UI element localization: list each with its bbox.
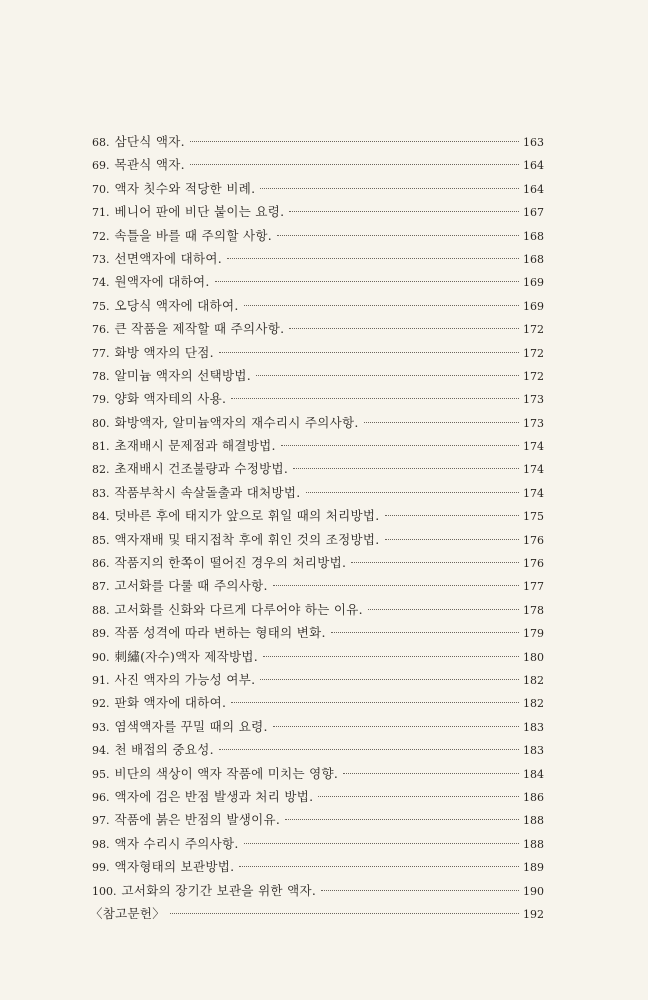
toc-entry-title: 비단의 색상이 액자 작품에 미치는 영향. (114, 765, 339, 781)
toc-entry-page: 176 (523, 557, 544, 571)
toc-entry-number: 100. (92, 884, 117, 898)
toc-entry-title: 사진 액자의 가능성 여부. (114, 671, 256, 687)
toc-entry-page: 168 (523, 252, 544, 266)
toc-entry-number: 75. (92, 299, 110, 313)
dot-leader (231, 398, 519, 399)
toc-entry-page: 164 (523, 159, 544, 173)
toc-entry-title: 액자 수리시 주의사항. (114, 835, 239, 851)
toc-entry (92, 317, 544, 340)
dot-leader (368, 609, 519, 610)
toc-entry (92, 832, 544, 855)
toc-entry-title: 원액자에 대하여. (114, 274, 210, 290)
toc-entry (92, 411, 544, 434)
toc-entry-page: 174 (523, 440, 544, 454)
toc-entry-number: 99. (92, 861, 110, 875)
dot-leader (289, 328, 519, 329)
toc-entry-page: 188 (523, 837, 544, 851)
dot-leader (318, 796, 519, 797)
toc-entry-page: 177 (523, 580, 544, 594)
toc-entry-number: 79. (92, 393, 110, 407)
toc-entry-number: 74. (92, 276, 110, 290)
toc-entry-number: 68. (92, 136, 110, 149)
toc-entry (92, 224, 544, 247)
toc-entry-title: 작품에 붉은 반점의 발생이유. (114, 812, 281, 828)
toc-reference-title: 〈참고문헌〉 (90, 905, 166, 921)
toc-entry-page: 186 (523, 790, 544, 804)
dot-leader (277, 235, 519, 236)
toc-entry (92, 504, 544, 527)
toc-entry-number: 86. (92, 557, 110, 571)
toc-entry-number: 95. (92, 767, 110, 781)
toc-entry-page: 172 (523, 346, 544, 360)
toc-entry (92, 270, 544, 293)
toc-entry (92, 598, 544, 621)
toc-reference-page: 192 (523, 907, 544, 921)
dot-leader (273, 726, 519, 727)
dot-leader (219, 749, 519, 750)
toc-entry-page: 182 (523, 697, 544, 711)
toc-entry (92, 364, 544, 387)
toc-entry-title: 오당식 액자에 대하여. (114, 297, 239, 313)
toc-entry (92, 691, 544, 714)
dot-leader (239, 866, 519, 867)
toc-entry-page: 172 (523, 323, 544, 337)
dot-leader (331, 632, 519, 633)
toc-entry-number: 72. (92, 229, 110, 243)
toc-entry-number: 93. (92, 720, 110, 734)
dot-leader (306, 492, 519, 493)
dot-leader (190, 164, 519, 165)
toc-entry-page: 167 (523, 206, 544, 220)
dot-leader (281, 445, 519, 446)
toc-entry (92, 200, 544, 223)
toc-entry-title: 베니어 판에 비단 붙이는 요령. (114, 204, 285, 220)
toc-entry-page: 182 (523, 673, 544, 687)
toc-entry-number: 88. (92, 603, 110, 617)
toc-entry-page: 173 (523, 393, 544, 407)
toc-entry (92, 855, 544, 878)
toc-entry-page: 189 (523, 861, 544, 875)
dot-leader (219, 352, 519, 353)
toc-entry-page: 169 (523, 276, 544, 290)
dot-leader (364, 422, 519, 423)
toc-entry-title: 삼단식 액자. (114, 134, 185, 149)
toc-entry-page: 164 (523, 182, 544, 196)
toc-entry-number: 84. (92, 510, 110, 524)
toc-entry-number: 80. (92, 416, 110, 430)
toc-entry-title: 판화 액자에 대하여. (114, 695, 227, 711)
toc-entry-title: 알미늄 액자의 선택방법. (114, 367, 252, 383)
dot-leader (351, 562, 519, 563)
toc-entry-page: 183 (523, 744, 544, 758)
toc-entry-page: 175 (523, 510, 544, 524)
toc-entry-title: 刺繡(자수)액자 제작방법. (114, 648, 259, 664)
toc-entry-page: 169 (523, 299, 544, 313)
toc-entry-number: 90. (92, 650, 110, 664)
toc-entry (92, 551, 544, 574)
toc-entry-page: 168 (523, 229, 544, 243)
toc-entry-number: 92. (92, 697, 110, 711)
toc-entry-number: 85. (92, 533, 110, 547)
dot-leader (244, 843, 519, 844)
toc-entry-title: 초재배시 건조불량과 수정방법. (114, 461, 289, 477)
toc-entry-number: 78. (92, 369, 110, 383)
dot-leader (256, 375, 519, 376)
toc-entry-title: 작품 성격에 따라 변하는 형태의 변화. (114, 625, 326, 641)
toc-entry-title: 액자에 검은 반점 발생과 처리 방법. (114, 788, 314, 804)
toc-entry (92, 785, 544, 808)
toc-entry (92, 130, 544, 153)
toc-reference-entry (92, 902, 544, 925)
toc-entry-number: 87. (92, 580, 110, 594)
dot-leader (260, 188, 519, 189)
toc-entry-number: 82. (92, 463, 110, 477)
toc-entry (92, 668, 544, 691)
toc-entry-page: 163 (523, 136, 544, 149)
toc-entry-page: 174 (523, 463, 544, 477)
toc-entry (92, 715, 544, 738)
toc-entry-page: 180 (523, 650, 544, 664)
toc-entry (92, 481, 544, 504)
dot-leader (215, 281, 519, 282)
toc-entry (92, 341, 544, 364)
dot-leader (385, 539, 519, 540)
dot-leader (321, 890, 519, 891)
dot-leader (170, 913, 519, 914)
dot-leader (273, 585, 519, 586)
toc-entry-number: 71. (92, 206, 110, 220)
toc-entry-number: 94. (92, 744, 110, 758)
toc-entry-title: 천 배접의 중요성. (114, 742, 214, 758)
dot-leader (231, 702, 519, 703)
toc-entry-title: 액자형태의 보관방법. (114, 859, 235, 875)
dot-leader (285, 819, 519, 820)
toc-entry-title: 고서화를 다룰 때 주의사항. (114, 578, 268, 594)
toc-entry-number: 81. (92, 440, 110, 454)
dot-leader (289, 211, 519, 212)
toc-entry (92, 457, 544, 480)
toc-entry-title: 화방액자, 알미늄액자의 재수리시 주의사항. (114, 414, 359, 430)
toc-entry (92, 387, 544, 410)
toc-entry-number: 76. (92, 323, 110, 337)
toc-entry-title: 화방 액자의 단점. (114, 344, 214, 360)
dot-leader (227, 258, 519, 259)
toc-entry-number: 70. (92, 182, 110, 196)
toc-entry-page: 173 (523, 416, 544, 430)
toc-entry (92, 762, 544, 785)
toc-entry-number: 96. (92, 790, 110, 804)
toc-entry (92, 434, 544, 457)
toc-entry-page: 183 (523, 720, 544, 734)
toc-entry-title: 초재배시 문제점과 해결방법. (114, 438, 276, 454)
toc-entry-page: 176 (523, 533, 544, 547)
toc-entry (92, 738, 544, 761)
toc-entry-title: 고서화의 장기간 보관을 위한 액자. (121, 882, 317, 898)
dot-leader (263, 656, 519, 657)
toc-entry-number: 77. (92, 346, 110, 360)
toc-entry-number: 98. (92, 837, 110, 851)
toc-entry-number: 91. (92, 673, 110, 687)
toc-entry-page: 184 (523, 767, 544, 781)
toc-entry-page: 178 (523, 603, 544, 617)
toc-entry (92, 574, 544, 597)
toc-entry-number: 89. (92, 627, 110, 641)
toc-entry-title: 덧바른 후에 태지가 앞으로 휘일 때의 처리방법. (114, 508, 380, 524)
toc-entry-title: 큰 작품을 제작할 때 주의사항. (114, 321, 285, 337)
dot-leader (190, 141, 519, 142)
toc-entry-page: 188 (523, 814, 544, 828)
dot-leader (385, 515, 519, 516)
toc-entry (92, 621, 544, 644)
toc-entry-page: 174 (523, 486, 544, 500)
toc-entry-page: 172 (523, 369, 544, 383)
toc-entry-page: 179 (523, 627, 544, 641)
dot-leader (343, 773, 519, 774)
toc-entry-number: 73. (92, 252, 110, 266)
toc-entry-number: 97. (92, 814, 110, 828)
toc-entry-number: 69. (92, 159, 110, 173)
dot-leader (293, 468, 519, 469)
toc-entry-title: 고서화를 신화와 다르게 다루어야 하는 이유. (114, 601, 363, 617)
toc-entry (92, 247, 544, 270)
dot-leader (244, 305, 519, 306)
toc-entry (92, 294, 544, 317)
table-of-contents (92, 130, 544, 925)
toc-entry-title: 작품부착시 속살돌출과 대처방법. (114, 484, 301, 500)
toc-entry (92, 645, 544, 668)
toc-entry-title: 양화 액자테의 사용. (114, 391, 227, 407)
toc-entry (92, 879, 544, 902)
toc-entry (92, 528, 544, 551)
toc-entry-title: 작품지의 한쪽이 떨어진 경우의 처리방법. (114, 555, 347, 571)
toc-entry (92, 808, 544, 831)
toc-entry-title: 염색액자를 꾸밀 때의 요령. (114, 718, 268, 734)
toc-entry-number: 83. (92, 486, 110, 500)
toc-entry-page: 190 (523, 884, 544, 898)
toc-entry-title: 속틀을 바를 때 주의할 사항. (114, 227, 272, 243)
toc-entry-title: 선면액자에 대하여. (114, 250, 223, 266)
toc-entry-title: 목관식 액자. (114, 157, 185, 173)
toc-entry (92, 177, 544, 200)
toc-entry-title: 액자 칫수와 적당한 비례. (114, 180, 256, 196)
dot-leader (260, 679, 519, 680)
toc-entry-title: 액자재배 및 태지접착 후에 휘인 것의 조정방법. (114, 531, 380, 547)
toc-entry (92, 153, 544, 176)
